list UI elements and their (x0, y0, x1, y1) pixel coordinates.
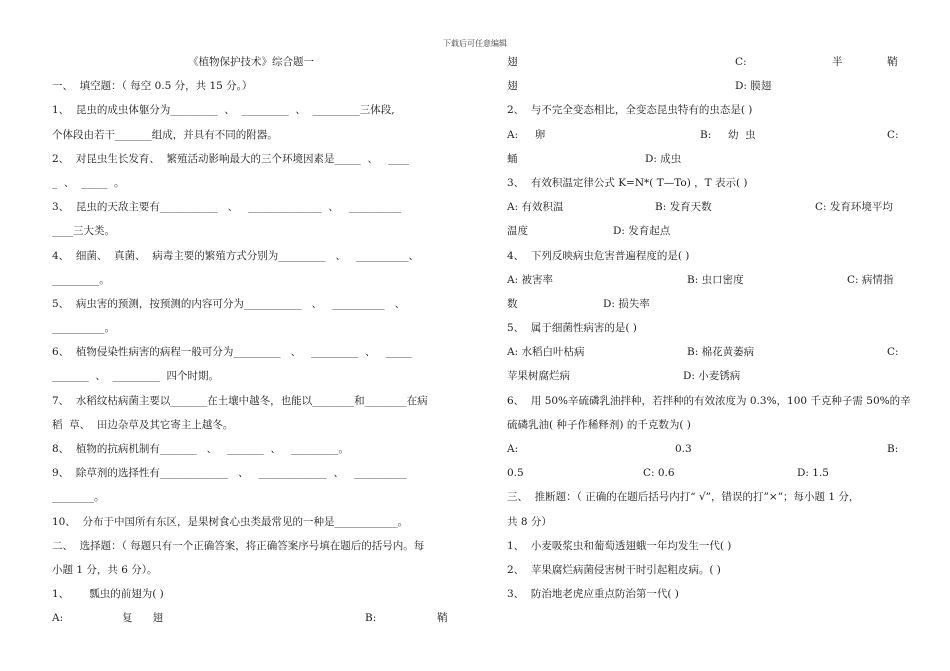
section-2-heading-cont: 小题 1 分，共 6 分）。 (52, 563, 158, 576)
fill-question-4: 4、 细菌、 真菌、 病毒主要的繁殖方式分别为_________ 、 __________、 (52, 249, 419, 262)
option-d: D: 发育起点 (613, 225, 671, 238)
fill-question-3-cont: ____三大类。 (52, 225, 115, 238)
fill-question-6: 6、 植物侵染性病害的病程一般可分为_________ 、 _________ 、 _____ (52, 346, 412, 359)
option-c: C: 病情指 (847, 273, 894, 286)
left-column (52, 50, 450, 631)
option-text: 苹果树腐烂病 (507, 370, 570, 383)
choice-question-3-options-cont (507, 219, 899, 243)
choice-question-1-options (52, 606, 450, 630)
option-b: B: 虫口密度 (687, 273, 744, 286)
option-text: 蛹 (507, 152, 518, 165)
option-c: C: 0.6 (643, 467, 675, 480)
judge-question-3: 3、 防治地老虎应重点防治第一代( ) (507, 588, 679, 601)
option-a-label: A: (52, 612, 64, 625)
option-a-label: A: (507, 443, 519, 455)
option-d: D: 损失率 (603, 297, 650, 310)
option-a-text: 复 翅 (122, 612, 164, 625)
fill-question-8: 8、 植物的抗病机制有_______ 、 _______ 、 _________。 (52, 443, 349, 455)
choice-question-5-options (507, 340, 899, 364)
fill-question-4-cont: _________。 (52, 273, 110, 286)
option-text: 温度 (507, 225, 528, 238)
option-d: D: 膜翅 (735, 80, 772, 93)
choice-question-3-options (507, 195, 899, 219)
header-note: 下载后可任意编辑 (443, 39, 507, 48)
fill-question-5-cont: __________。 (52, 322, 115, 335)
choice-1-options-cont-2 (507, 74, 899, 98)
option-text: 翅 (507, 80, 518, 93)
fill-question-7: 7、 水稻纹枯病菌主要以_______在土壤中越冬，也能以________和________在病 (52, 394, 428, 407)
judge-question-1: 1、 小麦吸浆虫和葡萄透翅蛾一年均发生一代( ) (507, 539, 732, 552)
section-3-heading-cont: 共 8 分） (507, 515, 552, 528)
choice-question-1: 1、 瓢虫的前翅为( ) (52, 588, 164, 601)
fill-question-7-cont: 稻 草、 田边杂草及其它寄主上越冬。 (52, 418, 234, 431)
option-c-label: C: (735, 56, 747, 68)
option-a-value: 0.3 (675, 443, 692, 455)
option-c: C: (887, 128, 899, 141)
fill-question-2: 2、 对昆虫生长发育、 繁殖活动影响最大的三个环境因素是_____ 、 ____ (52, 152, 409, 165)
option-a: A: 被害率 (507, 273, 553, 286)
option-a: A: 卵 (507, 128, 546, 141)
option-d: D: 小麦锈病 (683, 370, 741, 383)
document-title: 《植物保护技术》综合题一 (188, 56, 314, 68)
fill-question-2-cont: _ 、 _____ 。 (52, 176, 125, 189)
option-a: A: 有效积温 (507, 201, 564, 214)
option-b-value: 0.5 (507, 467, 524, 480)
option-text: 鞘 (887, 56, 898, 68)
option-b: B: 幼 虫 (700, 128, 756, 141)
option-text: 翅 (507, 56, 518, 68)
choice-question-5: 5、 属于细菌性病害的是( ) (507, 322, 637, 335)
fill-question-5: 5、 病虫害的预测，按预测的内容可分为___________ 、 __________ 、 (52, 297, 406, 310)
choice-question-4-options-cont (507, 292, 899, 316)
option-d: D: 1.5 (797, 467, 829, 480)
right-column (507, 50, 911, 606)
section-3-heading: 三、 推断题：（ 正确的在题后括号内打“ √”，错误的打”×”；每小题 1 分， (507, 491, 860, 504)
fill-question-1: 1、 昆虫的成虫体躯分为_________ 、 _________ 、 _________三体段, (52, 104, 395, 117)
option-b-label: B: (365, 612, 377, 625)
choice-question-2: 2、 与不完全变态相比，全变态昆虫特有的虫态是( ) (507, 104, 753, 117)
choice-question-6-options (507, 437, 899, 461)
choice-question-2-options-cont (507, 147, 899, 171)
fill-question-10: 10、 分布于中国所有东区，是果树食心虫类最常见的一种是____________。 (52, 515, 409, 528)
option-c: C: (887, 346, 899, 359)
option-text: 数 (507, 297, 518, 310)
fill-question-6-cont: _______ 、 _________ 四个时期。 (52, 370, 220, 383)
fill-question-9: 9、 除草剂的选择性有_____________ 、 _____________ 、 __________ (52, 467, 407, 480)
fill-question-9-cont: ________。 (52, 491, 105, 504)
choice-question-4-options (507, 268, 899, 292)
option-b-text: 鞘 (437, 612, 448, 625)
choice-question-3: 3、 有效积温定律公式 K=N*( T—To) ，T 表示( ) (507, 176, 748, 189)
choice-1-options-cont (507, 50, 899, 74)
section-2-heading: 二、 选择题：（ 每题只有一个正确答案，将正确答案序号填在题后的括号内。每 (52, 539, 425, 552)
choice-question-2-options (507, 123, 899, 147)
option-b: B: 发育天数 (655, 201, 712, 214)
choice-question-6-options-cont (507, 461, 899, 485)
judge-question-2: 2、 苹果腐烂病菌侵害树干时引起粗皮病。( ) (507, 563, 721, 576)
fill-question-3: 3、 昆虫的天敌主要有___________ 、 ______________ 、 __________ (52, 201, 402, 214)
section-1-heading: 一、 填空题：（ 每空 0.5 分，共 15 分。） (52, 80, 253, 93)
choice-question-5-options-cont (507, 364, 899, 388)
option-a: A: 水稻白叶枯病 (507, 346, 585, 359)
option-d: D: 成虫 (645, 152, 682, 165)
option-c: C: 发育环境平均 (815, 201, 893, 214)
choice-question-6: 6、 用 50%辛硫磷乳油拌种，若拌种的有效浓度为 0.3%，100 千克种子需 50%的辛 (507, 394, 911, 407)
fill-question-1-cont: 个体段由若干_______组成，并具有不同的附器。 (52, 128, 278, 141)
option-c-text: 半 (832, 56, 843, 68)
choice-question-4: 4、 下列反映病虫危害普遍程度的是( ) (507, 249, 690, 262)
option-b-label: B: (887, 443, 899, 455)
option-b: B: 棉花黄萎病 (687, 346, 755, 359)
choice-question-6-cont: 硫磷乳油( 种子作稀释剂) 的千克数为( ) (507, 418, 691, 431)
